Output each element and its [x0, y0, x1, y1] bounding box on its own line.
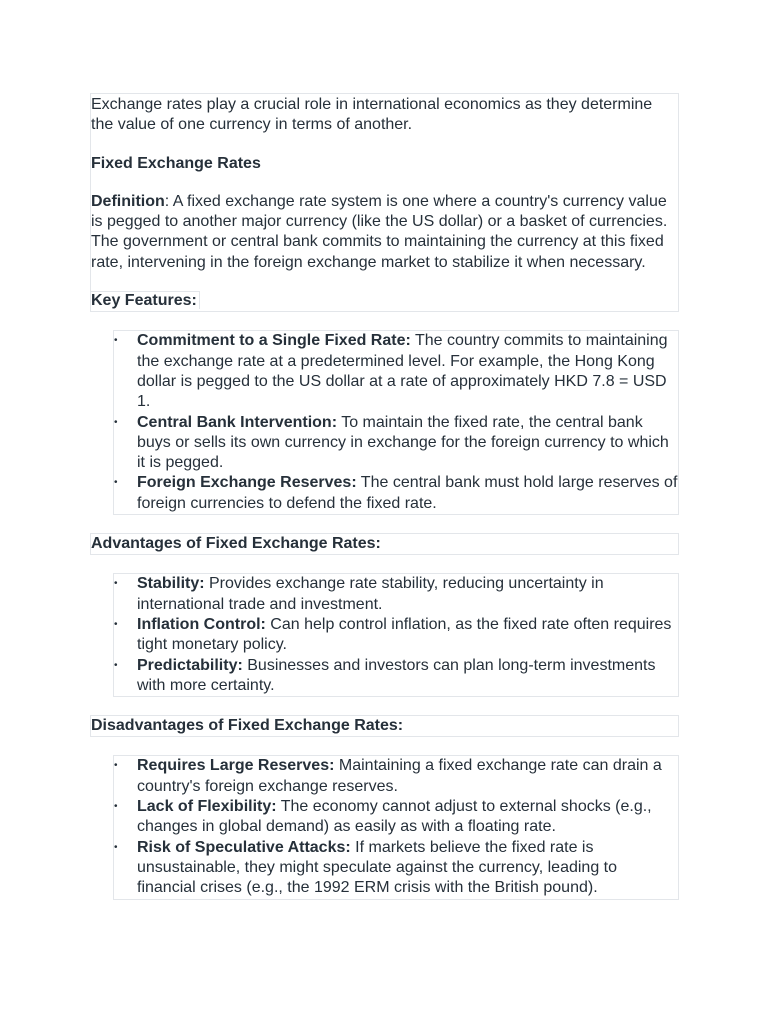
intro-section: [90, 93, 679, 312]
intro-paragraph: Exchange rates play a crucial role in international economics as they determine the value of one currency in terms of another.: [91, 96, 653, 134]
document-page: [90, 93, 678, 900]
list-item-label: Central Bank Intervention:: [137, 413, 338, 431]
list-item: [137, 656, 678, 697]
list-item-label: Inflation Control:: [137, 615, 266, 633]
list-item-text: Maintaining a fixed exchange rate can drain a country's foreign exchange reserves.: [137, 757, 662, 795]
list-item-label: Predictability:: [137, 656, 243, 674]
list-item-text: Provides exchange rate stability, reducing uncertainty in international trade and investment.: [137, 575, 604, 613]
list-item-text: The central bank must hold large reserves of foreign currencies to defend the fixed rate.: [137, 474, 678, 512]
list-item-text: Can help control inflation, as the fixed rate often requires tight monetary policy.: [137, 615, 672, 654]
list-item: [137, 838, 678, 899]
list-item: [137, 473, 678, 514]
list-item-label: Commitment to a Single Fixed Rate:: [137, 332, 411, 350]
disadvantages-list: [113, 755, 679, 899]
list-item: [137, 756, 678, 797]
list-item: [137, 331, 678, 412]
list-item-label: Lack of Flexibility:: [137, 798, 277, 816]
list-item-label: Foreign Exchange Reserves:: [137, 474, 357, 492]
list-item-label: Stability:: [137, 575, 205, 593]
key-features-heading: Key Features:: [91, 291, 678, 311]
list-item: [137, 413, 678, 474]
list-item: [137, 615, 678, 656]
list-item-label: Risk of Speculative Attacks:: [137, 838, 351, 856]
disadvantages-heading-block: [90, 715, 679, 737]
list-item-text: If markets believe the fixed rate is unsustainable, they might speculate against the currency, leading to financial crises (e.g., the 1992 ERM crisis with the British pound).: [137, 838, 617, 897]
advantages-list: [113, 573, 679, 697]
list-item-text: Businesses and investors can plan long-term investments with more certainty.: [137, 656, 656, 694]
definition-text: : A fixed exchange rate system is one where a country's currency value is pegged to another major currency (like the US dollar) or a basket of currencies. The government or central bank commits to maintaining the currency at this fixed rate, intervening in the foreign exchange market to stabilize it when necessary.: [91, 192, 668, 271]
list-item: [137, 574, 678, 615]
definition-label: Definition: [91, 192, 165, 210]
list-item-text: The economy cannot adjust to external shocks (e.g., changes in global demand) as easily as with a floating rate.: [137, 798, 652, 836]
key-features-list: [113, 330, 679, 515]
list-item: [137, 797, 678, 838]
list-item-label: Requires Large Reserves:: [137, 757, 335, 775]
list-item-text: To maintain the fixed rate, the central bank buys or sells its own currency in exchange for the foreign currency to which it is pegged.: [137, 413, 669, 472]
list-item-text: The country commits to maintaining the exchange rate at a predetermined level. For example, the Hong Kong dollar is pegged to the US dollar at a rate of approximately HKD 7.8 = USD 1.: [137, 332, 668, 411]
advantages-heading-block: [90, 533, 679, 555]
disadvantages-heading: Disadvantages of Fixed Exchange Rates:: [91, 717, 404, 735]
advantages-heading: Advantages of Fixed Exchange Rates:: [91, 535, 381, 553]
definition-paragraph: [91, 192, 678, 273]
section-title: Fixed Exchange Rates: [91, 154, 261, 172]
